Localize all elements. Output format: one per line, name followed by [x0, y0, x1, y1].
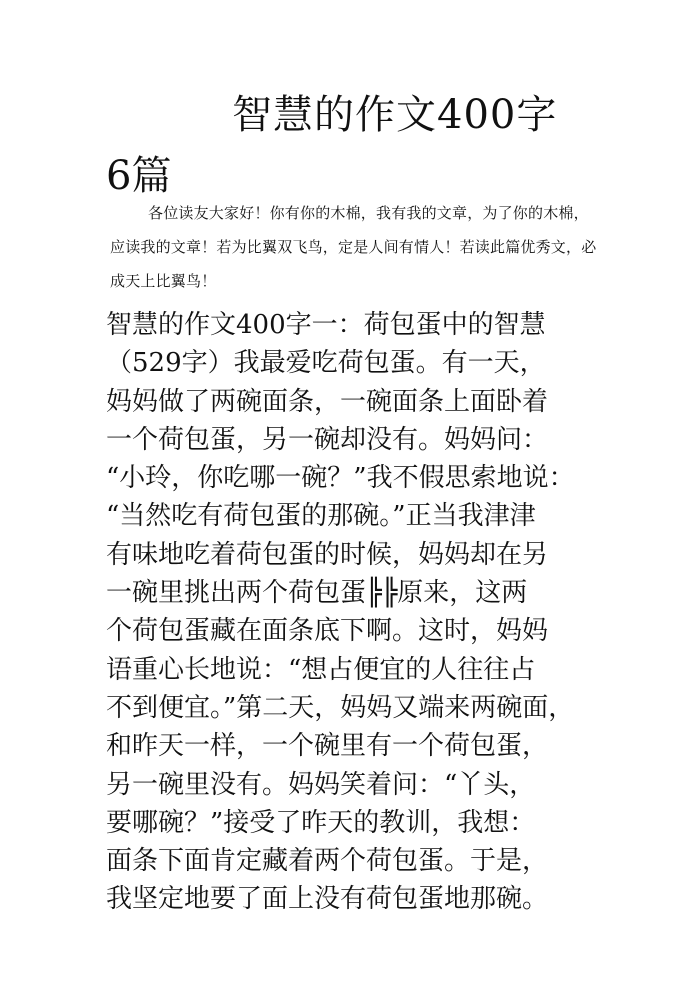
body-line: 一碗里挑出两个荷包蛋╠╠原来，这两 [106, 578, 528, 609]
body-line: 有味地吃着荷包蛋的时候，妈妈却在另 [106, 539, 549, 570]
body-line: 另一碗里没有。妈妈笑着问：“丫头， [106, 769, 536, 800]
body-line: 智慧的作文400字一：荷包蛋中的智慧 [106, 310, 546, 340]
body-line: 和昨天一样，一个碗里有一个荷包蛋， [106, 731, 549, 762]
document-title-line-2: 6篇 [106, 153, 172, 199]
body-line: 要哪碗？”接受了昨天的教训，我想： [106, 807, 536, 838]
essay-body [106, 306, 606, 919]
body-line: 不到便宜。”第二天，妈妈又端来两碗面， [106, 692, 575, 723]
body-line: “小玲，你吃哪一碗？”我不假思索地说： [106, 463, 575, 494]
body-line: （529字）我最爱吃荷包蛋。有一天， [106, 348, 546, 379]
body-line: 语重心长地说：“想占便宜的人往往占 [106, 654, 536, 685]
body-line: 一个荷包蛋，另一碗却没有。妈妈问： [106, 424, 549, 455]
body-line: 妈妈做了两碗面条，一碗面条上面卧着 [106, 386, 549, 417]
document-title-line-1: 智慧的作文400字 [232, 92, 558, 138]
intro-paragraph: 各位读友大家好！你有你的木棉，我有我的文章，为了你的木棉，应读我的文章！若为比翼双飞鸟，定是人间有情人！若读此篇优秀文，必成天上比翼鸟！ [110, 204, 597, 290]
body-line: “当然吃有荷包蛋的那碗。”正当我津津 [106, 501, 536, 532]
body-line: 我坚定地要了面上没有荷包蛋地那碗。 [106, 884, 549, 915]
body-line: 面条下面肯定藏着两个荷包蛋。于是， [106, 846, 549, 877]
body-line: 个荷包蛋藏在面条底下啊。这时，妈妈 [106, 616, 549, 647]
